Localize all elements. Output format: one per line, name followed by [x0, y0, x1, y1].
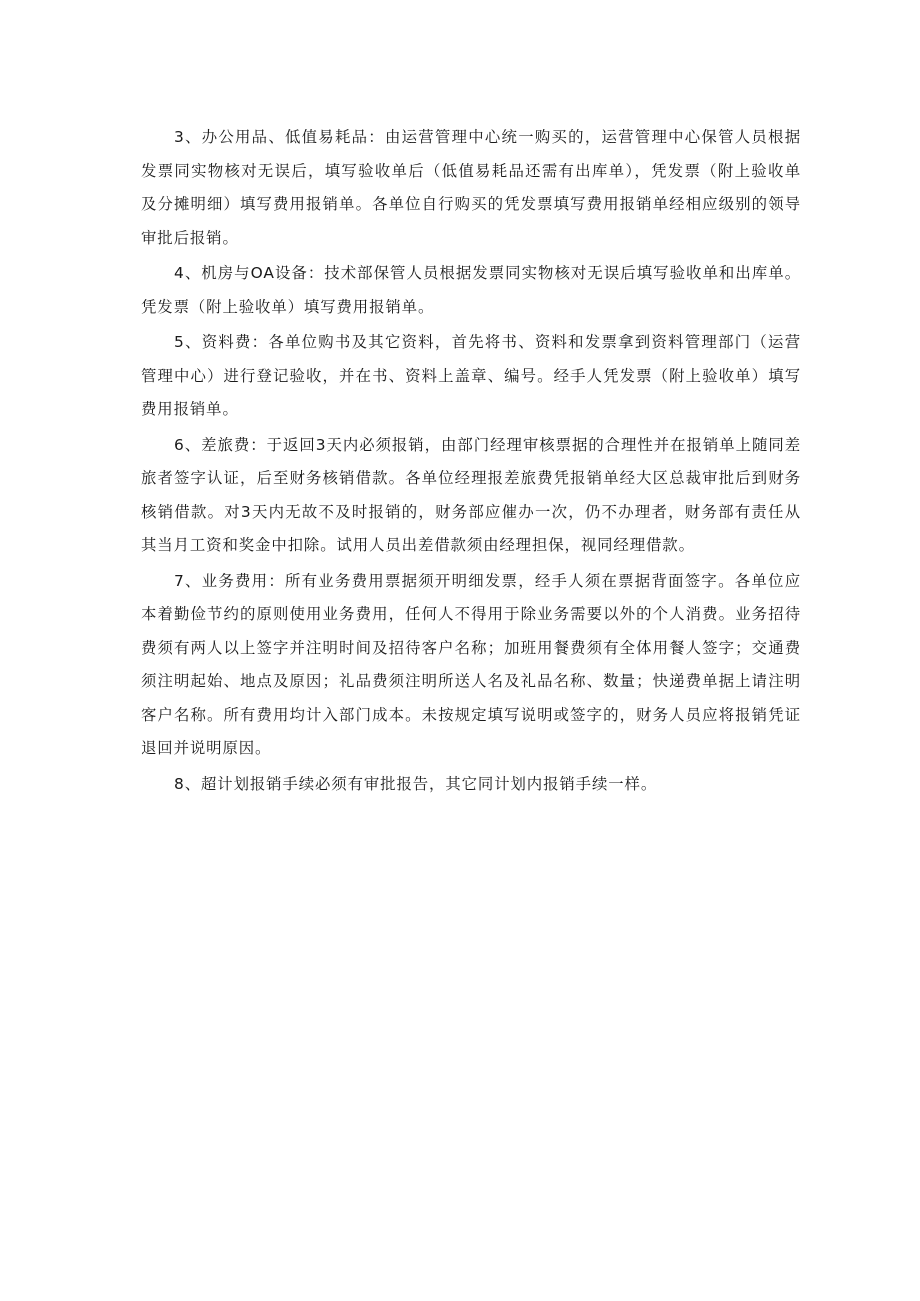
- paragraph-server-room-oa-equipment: 4、机房与OA设备：技术部保管人员根据发票同实物核对无误后填写验收单和出库单。凭发票（附上验收单）填写费用报销单。: [141, 264, 801, 316]
- paragraph-materials-fee: 5、资料费：各单位购书及其它资料，首先将书、资料和发票拿到资料管理部门（运营管理中心）进行登记验收，并在书、资料上盖章、编号。经手人凭发票（附上验收单）填写费用报销单。: [141, 333, 801, 418]
- paragraph-travel-expenses: 6、差旅费：于返回3天内必须报销，由部门经理审核票据的合理性并在报销单上随同差旅者签字认证，后至财务核销借款。各单位经理报差旅费凭报销单经大区总裁审批后到财务核销借款。对3天内无故不及时报销的，财务部应催办一次，仍不办理者，财务部有责任从其当月工资和奖金中扣除。试用人员出差借款须由经理担保，视同经理借款。: [141, 435, 801, 554]
- paragraph-office-supplies: 3、办公用品、低值易耗品：由运营管理中心统一购买的，运营管理中心保管人员根据发票同实物核对无误后，填写验收单后（低值易耗品还需有出库单），凭发票（附上验收单及分摊明细）填写费用报销单。各单位自行购买的凭发票填写费用报销单经相应级别的领导审批后报销。: [141, 128, 801, 247]
- document-body: [141, 121, 801, 803]
- paragraph-over-plan-reimbursement: 8、超计划报销手续必须有审批报告，其它同计划内报销手续一样。: [174, 774, 658, 793]
- paragraph-business-expenses: 7、业务费用：所有业务费用票据须开明细发票，经手人须在票据背面签字。各单位应本着勤俭节约的原则使用业务费用，任何人不得用于除业务需要以外的个人消费。业务招待费须有两人以上签字并注明时间及招待客户名称；加班用餐费须有全体用餐人签字；交通费须注明起始、地点及原因；礼品费须注明所送人名及礼品名称、数量；快递费单据上请注明客户名称。所有费用均计入部门成本。未按规定填写说明或签字的，财务人员应将报销凭证退回并说明原因。: [141, 571, 801, 757]
